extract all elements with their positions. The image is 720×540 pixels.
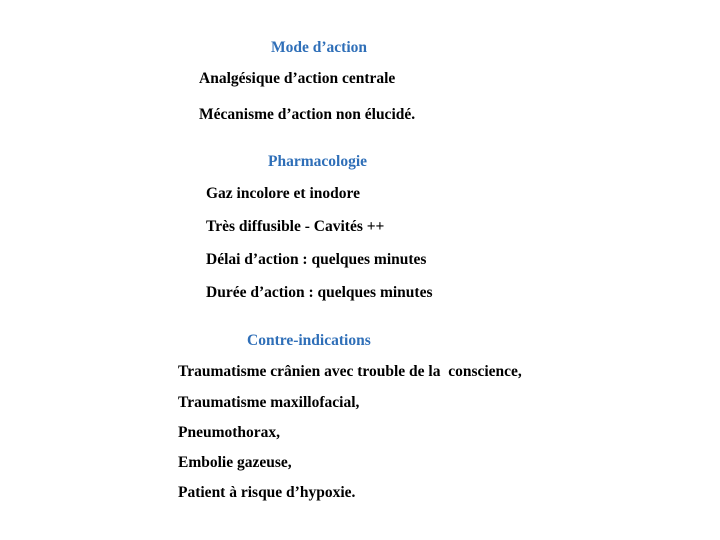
- contre-indications-item: Pneumothorax,: [178, 424, 281, 441]
- pharmacologie-item: Délai d’action : quelques minutes: [206, 251, 427, 268]
- mode-action-item: Mécanisme d’action non élucidé.: [199, 106, 416, 123]
- pharmacologie-item: Très diffusible - Cavités ++: [206, 218, 385, 235]
- contre-indications-item: Patient à risque d’hypoxie.: [178, 484, 356, 501]
- pharmacologie-item: Gaz incolore et inodore: [206, 185, 360, 202]
- contre-indications-item: Embolie gazeuse,: [178, 454, 292, 471]
- pharmacologie-item: Durée d’action : quelques minutes: [206, 284, 433, 301]
- contre-indications-item: Traumatisme crânien avec trouble de la conscience,: [178, 363, 522, 380]
- heading-mode-action: Mode d’action: [271, 39, 368, 56]
- heading-contre-indications: Contre-indications: [247, 332, 371, 349]
- mode-action-item: Analgésique d’action centrale: [199, 70, 396, 87]
- heading-pharmacologie: Pharmacologie: [268, 153, 368, 170]
- contre-indications-item: Traumatisme maxillofacial,: [178, 394, 360, 411]
